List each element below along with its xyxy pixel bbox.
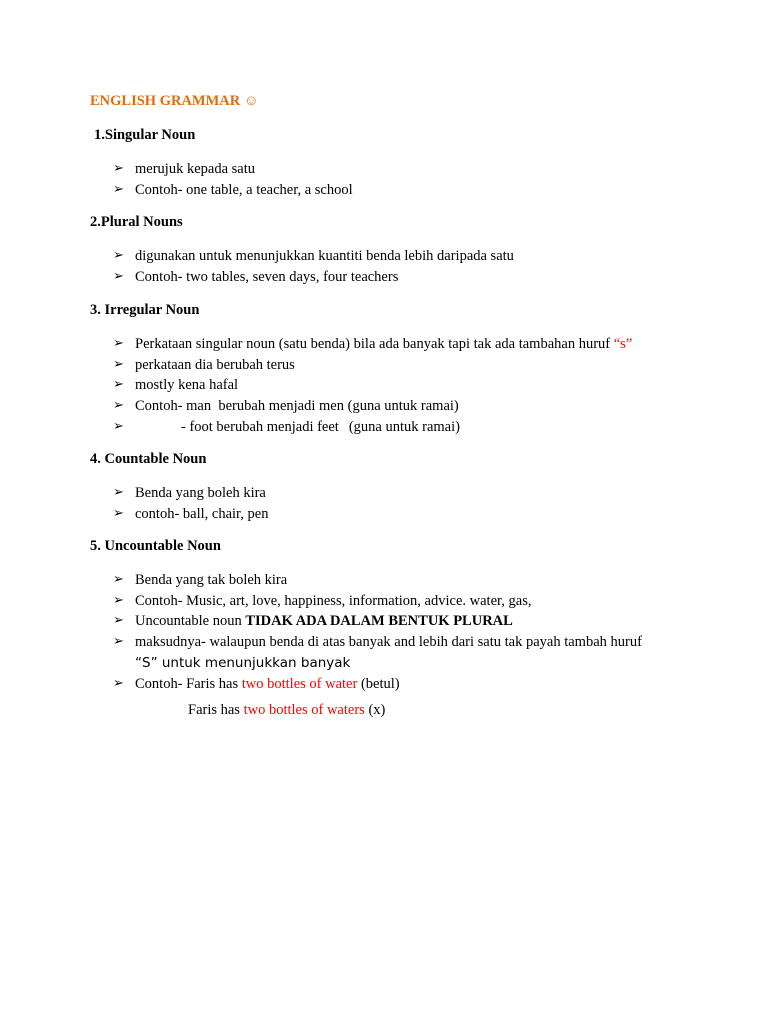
- list-countable-noun: [113, 483, 269, 524]
- list-item: ➢ Uncountable noun TIDAK ADA DALAM BENTUK PLURAL: [113, 611, 642, 632]
- list-item: ➢ Benda yang boleh kira: [113, 483, 269, 504]
- arrowhead-bullet-icon: ➢: [113, 675, 124, 691]
- list-irregular-noun: [113, 334, 632, 438]
- list-item: ➢ - foot berubah menjadi feet (guna untuk ramai): [113, 417, 632, 438]
- arrowhead-bullet-icon: ➢: [113, 161, 124, 176]
- list-uncountable-noun: [113, 570, 642, 694]
- list-plural-nouns: [113, 246, 514, 287]
- arrowhead-bullet-icon: ➢: [113, 418, 124, 434]
- heading-plural-nouns: 2.Plural Nouns: [90, 214, 183, 230]
- arrowhead-bullet-icon: ➢: [113, 398, 124, 414]
- arrowhead-bullet-icon: ➢: [113, 613, 124, 629]
- list-item: ➢ Contoh- one table, a teacher, a school: [113, 180, 353, 201]
- list-item: ➢ digunakan untuk menunjukkan kuantiti benda lebih daripada satu: [113, 246, 514, 267]
- list-item: ➢ merujuk kepada satu: [113, 159, 353, 180]
- list-item: ➢ Contoh- man berubah menjadi men (guna untuk ramai): [113, 396, 632, 417]
- list-item: ➢ Perkataan singular noun (satu benda) bila ada banyak tapi tak ada tambahan huruf “s”: [113, 334, 632, 355]
- heading-singular-noun: 1.Singular Noun: [94, 127, 196, 143]
- highlight-incorrect-example: two bottles of waters: [243, 702, 365, 718]
- list-item: ➢ Contoh- two tables, seven days, four teachers: [113, 267, 514, 288]
- highlight-correct-example: two bottles of water: [241, 675, 358, 692]
- heading-irregular-noun: 3. Irregular Noun: [90, 302, 200, 318]
- heading-uncountable-noun: 5. Uncountable Noun: [90, 538, 221, 554]
- arrowhead-bullet-icon: ➢: [113, 356, 124, 372]
- arrowhead-bullet-icon: ➢: [113, 505, 124, 521]
- arrowhead-bullet-icon: ➢: [113, 572, 124, 587]
- list-item: ➢ Contoh- Faris has two bottles of water (betul): [113, 674, 642, 695]
- list-singular-noun: [113, 159, 353, 200]
- page-title: ENGLISH GRAMMAR ☺: [90, 93, 259, 109]
- arrowhead-bullet-icon: ➢: [113, 634, 124, 650]
- emphasis-plural: TIDAK ADA DALAM BENTUK PLURAL: [245, 613, 513, 630]
- arrowhead-bullet-icon: ➢: [113, 248, 124, 263]
- highlight-letter-s: “s”: [613, 336, 633, 352]
- arrowhead-bullet-icon: ➢: [113, 336, 124, 351]
- list-item: ➢ Benda yang tak boleh kira: [113, 570, 642, 591]
- arrowhead-bullet-icon: ➢: [113, 268, 124, 284]
- arrowhead-bullet-icon: ➢: [113, 181, 124, 197]
- arrowhead-bullet-icon: ➢: [113, 377, 124, 393]
- list-item: ➢ maksudnya- walaupun benda di atas banyak and lebih dari satu tak payah tambah huruf “S” untuk menunjukkan banyak: [113, 634, 642, 671]
- list-item: ➢ Contoh- Music, art, love, happiness, information, advice. water, gas,: [113, 591, 642, 612]
- heading-countable-noun: 4. Countable Noun: [90, 451, 207, 467]
- list-item: ➢ contoh- ball, chair, pen: [113, 504, 269, 525]
- list-item: ➢ mostly kena hafal: [113, 375, 632, 396]
- arrowhead-bullet-icon: ➢: [113, 485, 124, 500]
- list-item: ➢ perkataan dia berubah terus: [113, 355, 632, 376]
- incorrect-example-line: Faris has two bottles of waters (x): [188, 702, 386, 718]
- arrowhead-bullet-icon: ➢: [113, 592, 124, 608]
